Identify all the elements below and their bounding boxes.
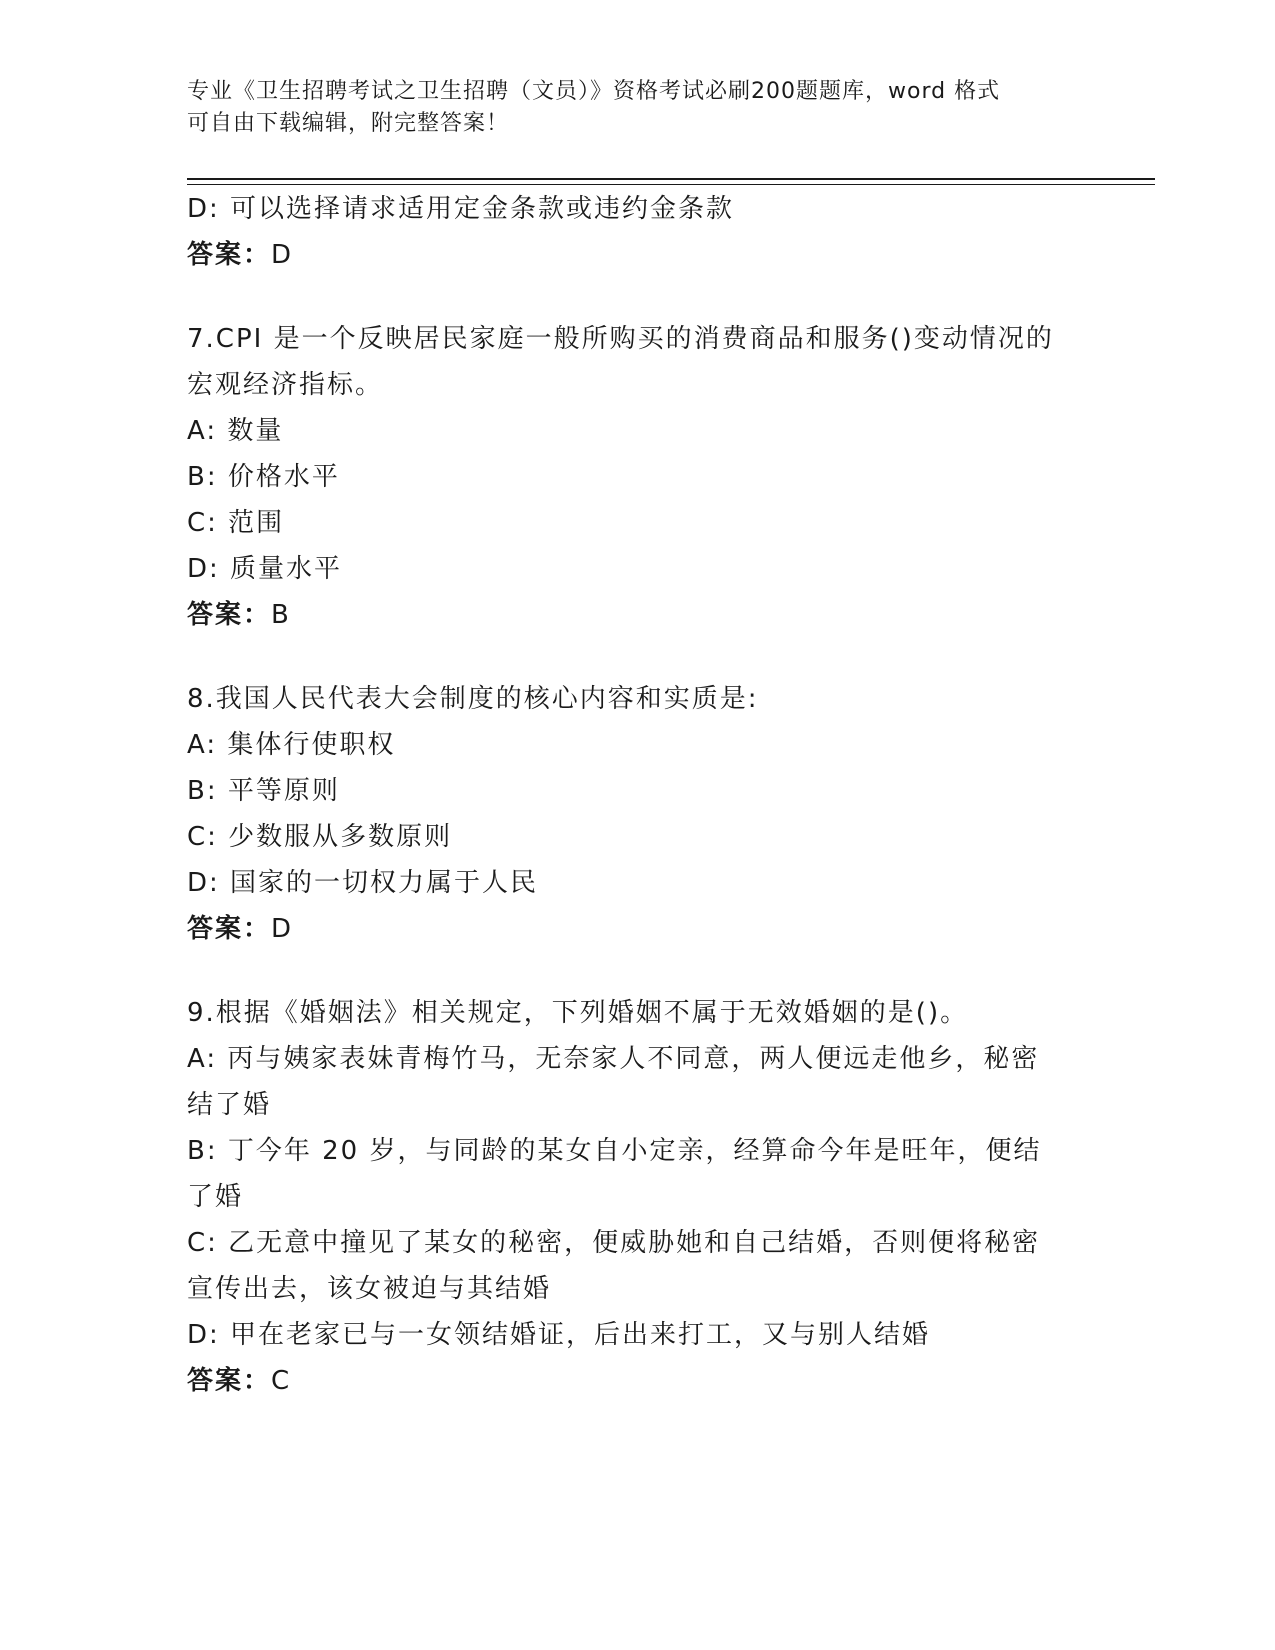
header-rule-thick [187,178,1155,180]
answer-label: 答案： [187,914,272,944]
document-header [187,76,1067,140]
option-b: B: 平等原则 [187,776,340,806]
option-d: D: 可以选择请求适用定金条款或违约金条款 [187,194,735,224]
option-a: A: 数量 [187,416,284,446]
option-c-line-1: C: 乙无意中撞见了某女的秘密，便威胁她和自己结婚，否则便将秘密 [187,1228,1041,1258]
header-line-2: 可自由下载编辑，附完整答案！ [187,111,510,136]
answer-value: C [271,1366,292,1396]
answer-line [187,1358,1087,1404]
answer-line [187,592,1087,638]
option-d: D: 国家的一切权力属于人民 [187,868,539,898]
option-b: B: 价格水平 [187,462,340,492]
answer-value: B [271,600,291,630]
answer-label: 答案： [187,600,272,630]
option-a-line-1: A: 丙与姨家表妹青梅竹马，无奈家人不同意，两人便远走他乡，秘密 [187,1044,1040,1074]
option-b-line-2: 了婚 [187,1182,244,1212]
header-line-1: 专业《卫生招聘考试之卫生招聘（文员）》资格考试必刷200题题库，word 格式 [187,79,1001,104]
option-d: D: 质量水平 [187,554,343,584]
option-d: D: 甲在老家已与一女领结婚证，后出来打工，又与别人结婚 [187,1320,931,1350]
question-stem: 9.根据《婚姻法》相关规定，下列婚姻不属于无效婚姻的是()。 [187,998,969,1028]
question-8 [187,676,1087,952]
answer-line [187,906,1087,952]
question-stem: 8.我国人民代表大会制度的核心内容和实质是: [187,684,759,714]
question-stem-line-1: 7.CPI 是一个反映居民家庭一般所购买的消费商品和服务()变动情况的 [187,324,1054,354]
question-9 [187,990,1087,1404]
option-a: A: 集体行使职权 [187,730,396,760]
header-rule-thin [187,184,1155,185]
answer-value: D [271,240,294,270]
answer-value: D [271,914,294,944]
option-b-line-1: B: 丁今年 20 岁，与同龄的某女自小定亲，经算命今年是旺年，便结 [187,1136,1042,1166]
answer-line [187,232,1087,278]
option-c: C: 少数服从多数原则 [187,822,453,852]
question-list [187,186,1087,1404]
option-c: C: 范围 [187,508,285,538]
option-a-line-2: 结了婚 [187,1090,272,1120]
question-7 [187,316,1087,638]
question-6-tail [187,186,1087,278]
question-stem-line-2: 宏观经济指标。 [187,370,384,400]
answer-label: 答案： [187,1366,272,1396]
option-c-line-2: 宣传出去，该女被迫与其结婚 [187,1274,552,1304]
answer-label: 答案： [187,240,272,270]
